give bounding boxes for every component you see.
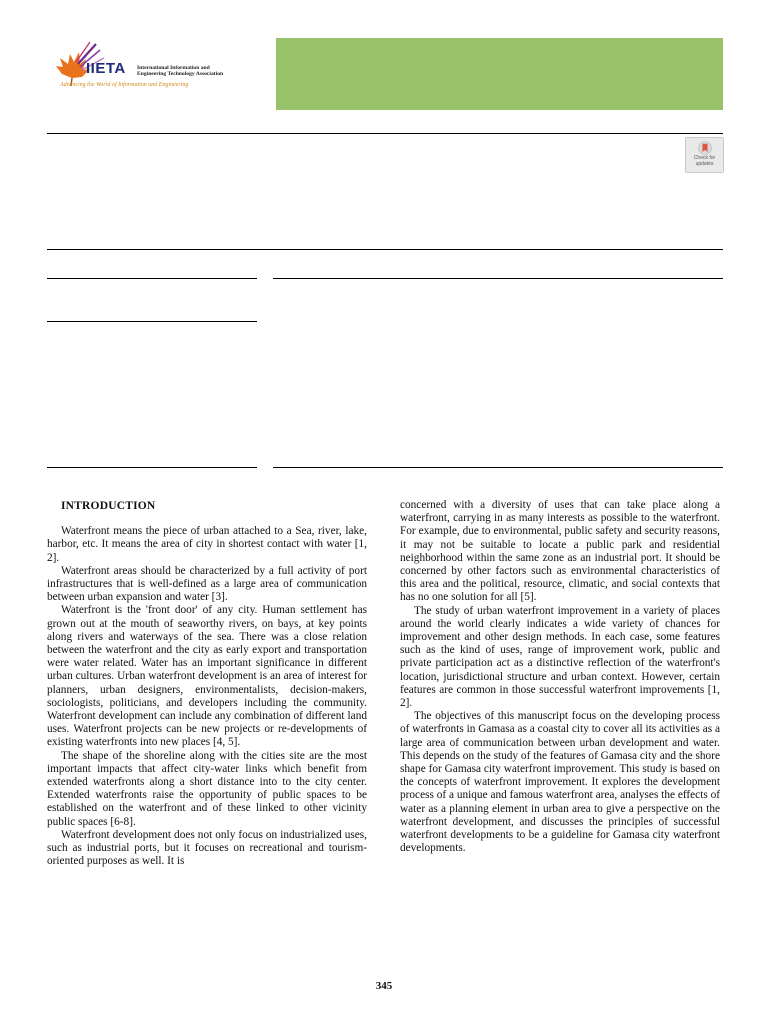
- paragraph: Waterfront is the 'front door' of any city. Human settlement has grown out at the mouth of seaworthy rivers, on bays, at key points along rivers and waterways of the sea. There was a close relation between the waterfront and the city as early export and transportation were water related. Water has an important significance in different urban cultures. Urban waterfront development is an area of interest for planners, urban designers, environmentalists, decision-makers, sociologists, politicians, and developers including the community. Waterfront development can include any combination of different land uses. Waterfront projects can be new projects or re-developments of existing waterfronts into new places [4, 5].: [47, 604, 367, 749]
- check-for-updates-badge[interactable]: [685, 137, 724, 173]
- paragraph: Waterfront areas should be characterized by a full activity of port infrastructures that is well-defined as a large area of communication between urban expansion and water [3].: [47, 564, 367, 604]
- logo-name-line1: International Information and: [137, 65, 210, 71]
- check-updates-label-line2: updates: [695, 160, 714, 167]
- logo-name-line2: Engineering Technology Association: [137, 71, 224, 78]
- title-block-rule: [47, 249, 723, 250]
- check-updates-label-line1: Check for: [693, 155, 716, 161]
- header-rule-top: [47, 133, 723, 134]
- abstract-rule-bottom: [273, 467, 723, 468]
- check-updates-icon: [698, 141, 712, 155]
- publisher-logo: [48, 38, 273, 110]
- logo-organization-name: [137, 65, 287, 77]
- page-number: 345: [375, 980, 393, 992]
- section-heading: INTRODUCTION: [61, 500, 156, 512]
- paragraph: Waterfront development does not only focus on industrialized uses, such as industrial ports, but it focuses on recreational and tourism-oriented purposes as well. It is: [47, 828, 367, 868]
- logo-tagline: Advancing the World of Information and Engineering: [60, 82, 189, 88]
- body-column-left: [47, 499, 367, 868]
- article-info-rule-middle: [47, 321, 257, 322]
- paragraph: The objectives of this manuscript focus on the developing process of waterfronts in Gamasa as a coastal city to cover all its activities as a large area of communication between urban development and water. This depends on the study of the features of Gamasa city and the shore shape for Gamasa city waterfront improvement. This study is based on the concepts of waterfront improvement. It explores the development process of a unique and famous waterfront area, analyses the effects of water as a planning element in urban area to give a perspective on the waterfront development, and discusses the principles of successful waterfront developments to be a guideline for Gamasa city waterfront developments.: [400, 710, 720, 855]
- body-column-right: [400, 499, 720, 855]
- article-info-rule-top: [47, 278, 257, 279]
- article-info-rule-bottom: [47, 467, 257, 468]
- paragraph: The shape of the shoreline along with the cities site are the most important impacts that affect city-water links which benefit from extended waterfronts along a short distance into to the city center. Extended waterfronts raise the opportunity of public spaces to be established on the waterfront and of these linked to other vicinity public spaces [6-8].: [47, 749, 367, 828]
- logo-acronym: IIETA: [86, 60, 126, 77]
- paragraph-continued: concerned with a diversity of uses that can take place along a waterfront, carrying in as many interests as possible to the waterfront. For example, due to environmental, public safety and security reasons, it may not be suitable to locate a public park and residential neighborhood within the same zone as an industrial port. It should be concerned by other factors such as environmental characteristics of this area and the political, resource, climatic, and social contexts that has no one solution for all [5].: [400, 499, 720, 604]
- abstract-rule-top: [273, 278, 723, 279]
- journal-banner: [276, 38, 723, 110]
- paragraph: The study of urban waterfront improvement in a variety of places around the world clearly indicates a wide variety of chances for improvement and other design methods. In each case, some features such as the kind of uses, range of improvement work, public and private participation act as a distinctive reflection of the waterfront's location, jurisdictional structure and urban context. However, certain features are common in those successful waterfront improvements [1, 2].: [400, 604, 720, 710]
- paragraph: Waterfront means the piece of urban attached to a Sea, river, lake, harbor, etc. It means the area of city in shortest contact with water [1, 2].: [47, 525, 367, 564]
